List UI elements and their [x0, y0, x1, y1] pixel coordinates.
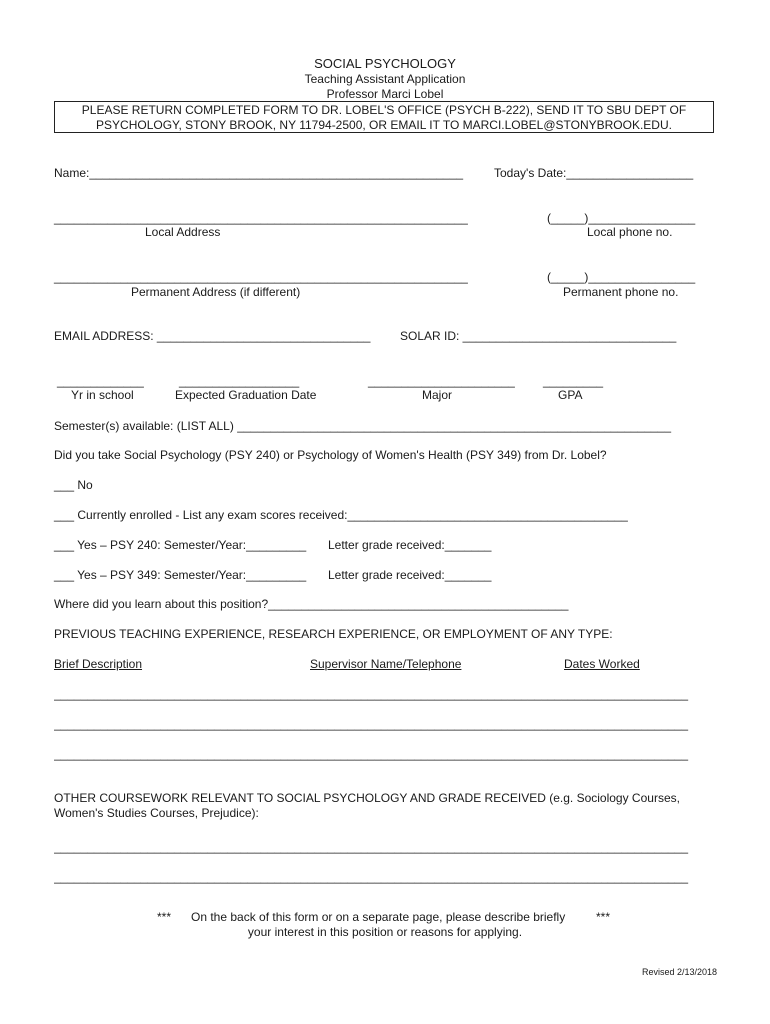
option-currently-enrolled[interactable]: ___ Currently enrolled - List any exam scores received:__________________________________________	[54, 508, 628, 522]
column-dates-worked: Dates Worked	[564, 657, 640, 671]
stars-right: ***	[596, 910, 611, 924]
revision-date: Revised 2/13/2018	[642, 967, 718, 977]
experience-line-3[interactable]: _______________________________________________________________________________________________	[54, 747, 689, 761]
psy349-grade-field[interactable]: Letter grade received:_______	[328, 568, 492, 582]
option-no[interactable]: ___ No	[54, 478, 93, 492]
return-instructions-box	[54, 101, 714, 133]
permanent-address-label: Permanent Address (if different)	[131, 285, 301, 299]
return-instructions-line-2: PSYCHOLOGY, STONY BROOK, NY 11794-2500, OR EMAIL IT TO MARCI.LOBEL@STONYBROOK.EDU.	[96, 118, 672, 132]
option-yes-psy349[interactable]: ___ Yes – PSY 349: Semester/Year:_________	[54, 568, 307, 582]
solar-id-field[interactable]: SOLAR ID: ________________________________	[400, 329, 677, 343]
permanent-phone-field[interactable]: (_____)________________	[547, 270, 696, 284]
major-label: Major	[422, 388, 453, 402]
column-supervisor: Supervisor Name/Telephone	[310, 657, 462, 671]
form-title: SOCIAL PSYCHOLOGY	[314, 56, 456, 71]
form-subtitle: Teaching Assistant Application	[304, 72, 466, 86]
prior-course-question: Did you take Social Psychology (PSY 240) or Psychology of Women's Health (PSY 349) from Dr. Lobel?	[54, 448, 607, 462]
permanent-address-field[interactable]: ______________________________________________________________	[54, 270, 468, 284]
coursework-line-2[interactable]: _______________________________________________________________________________________________	[54, 870, 689, 884]
column-brief-description: Brief Description	[54, 657, 143, 671]
semesters-available-field[interactable]: Semester(s) available: (LIST ALL) _________________________________________________________________	[54, 419, 671, 433]
coursework-heading-line-1: OTHER COURSEWORK RELEVANT TO SOCIAL PSYCHOLOGY AND GRADE RECEIVED (e.g. Sociology Courses,	[54, 791, 680, 805]
gpa-field[interactable]: _________	[543, 374, 604, 388]
major-field[interactable]: ______________________	[368, 374, 515, 388]
permanent-phone-label: Permanent phone no.	[563, 285, 679, 299]
yr-in-school-field[interactable]: _____________	[57, 374, 144, 388]
graduation-date-field[interactable]: __________________	[179, 374, 300, 388]
yr-in-school-label: Yr in school	[71, 388, 134, 402]
option-yes-psy240[interactable]: ___ Yes – PSY 240: Semester/Year:_________	[54, 538, 307, 552]
experience-heading: PREVIOUS TEACHING EXPERIENCE, RESEARCH EXPERIENCE, OR EMPLOYMENT OF ANY TYPE:	[54, 627, 613, 641]
back-of-form-note-line-1: On the back of this form or on a separate page, please describe briefly	[191, 910, 566, 924]
local-phone-label: Local phone no.	[587, 225, 673, 239]
graduation-date-label: Expected Graduation Date	[175, 388, 317, 402]
professor-name: Professor Marci Lobel	[326, 87, 444, 101]
experience-line-1[interactable]: _______________________________________________________________________________________________	[54, 687, 689, 701]
email-field[interactable]: EMAIL ADDRESS: ________________________________	[54, 329, 371, 343]
local-address-label: Local Address	[145, 225, 221, 239]
learn-about-position-field[interactable]: Where did you learn about this position?_____________________________________________	[54, 597, 569, 611]
back-of-form-note-line-2: your interest in this position or reasons for applying.	[247, 925, 523, 939]
return-instructions-line-1: PLEASE RETURN COMPLETED FORM TO DR. LOBEL'S OFFICE (PSYCH B-222), SEND IT TO SBU DEPT OF	[81, 103, 687, 117]
local-phone-field[interactable]: (_____)________________	[547, 211, 696, 225]
coursework-line-1[interactable]: _______________________________________________________________________________________________	[54, 840, 689, 854]
name-field[interactable]: Name:________________________________________________________	[54, 166, 464, 180]
experience-line-2[interactable]: _______________________________________________________________________________________________	[54, 717, 689, 731]
local-address-field[interactable]: ______________________________________________________________	[54, 211, 468, 225]
todays-date-field[interactable]: Today's Date:___________________	[494, 166, 694, 180]
coursework-heading-line-2: Women's Studies Courses, Prejudice):	[54, 806, 259, 820]
gpa-label: GPA	[558, 388, 583, 402]
stars-left: ***	[157, 910, 172, 924]
psy240-grade-field[interactable]: Letter grade received:_______	[328, 538, 492, 552]
